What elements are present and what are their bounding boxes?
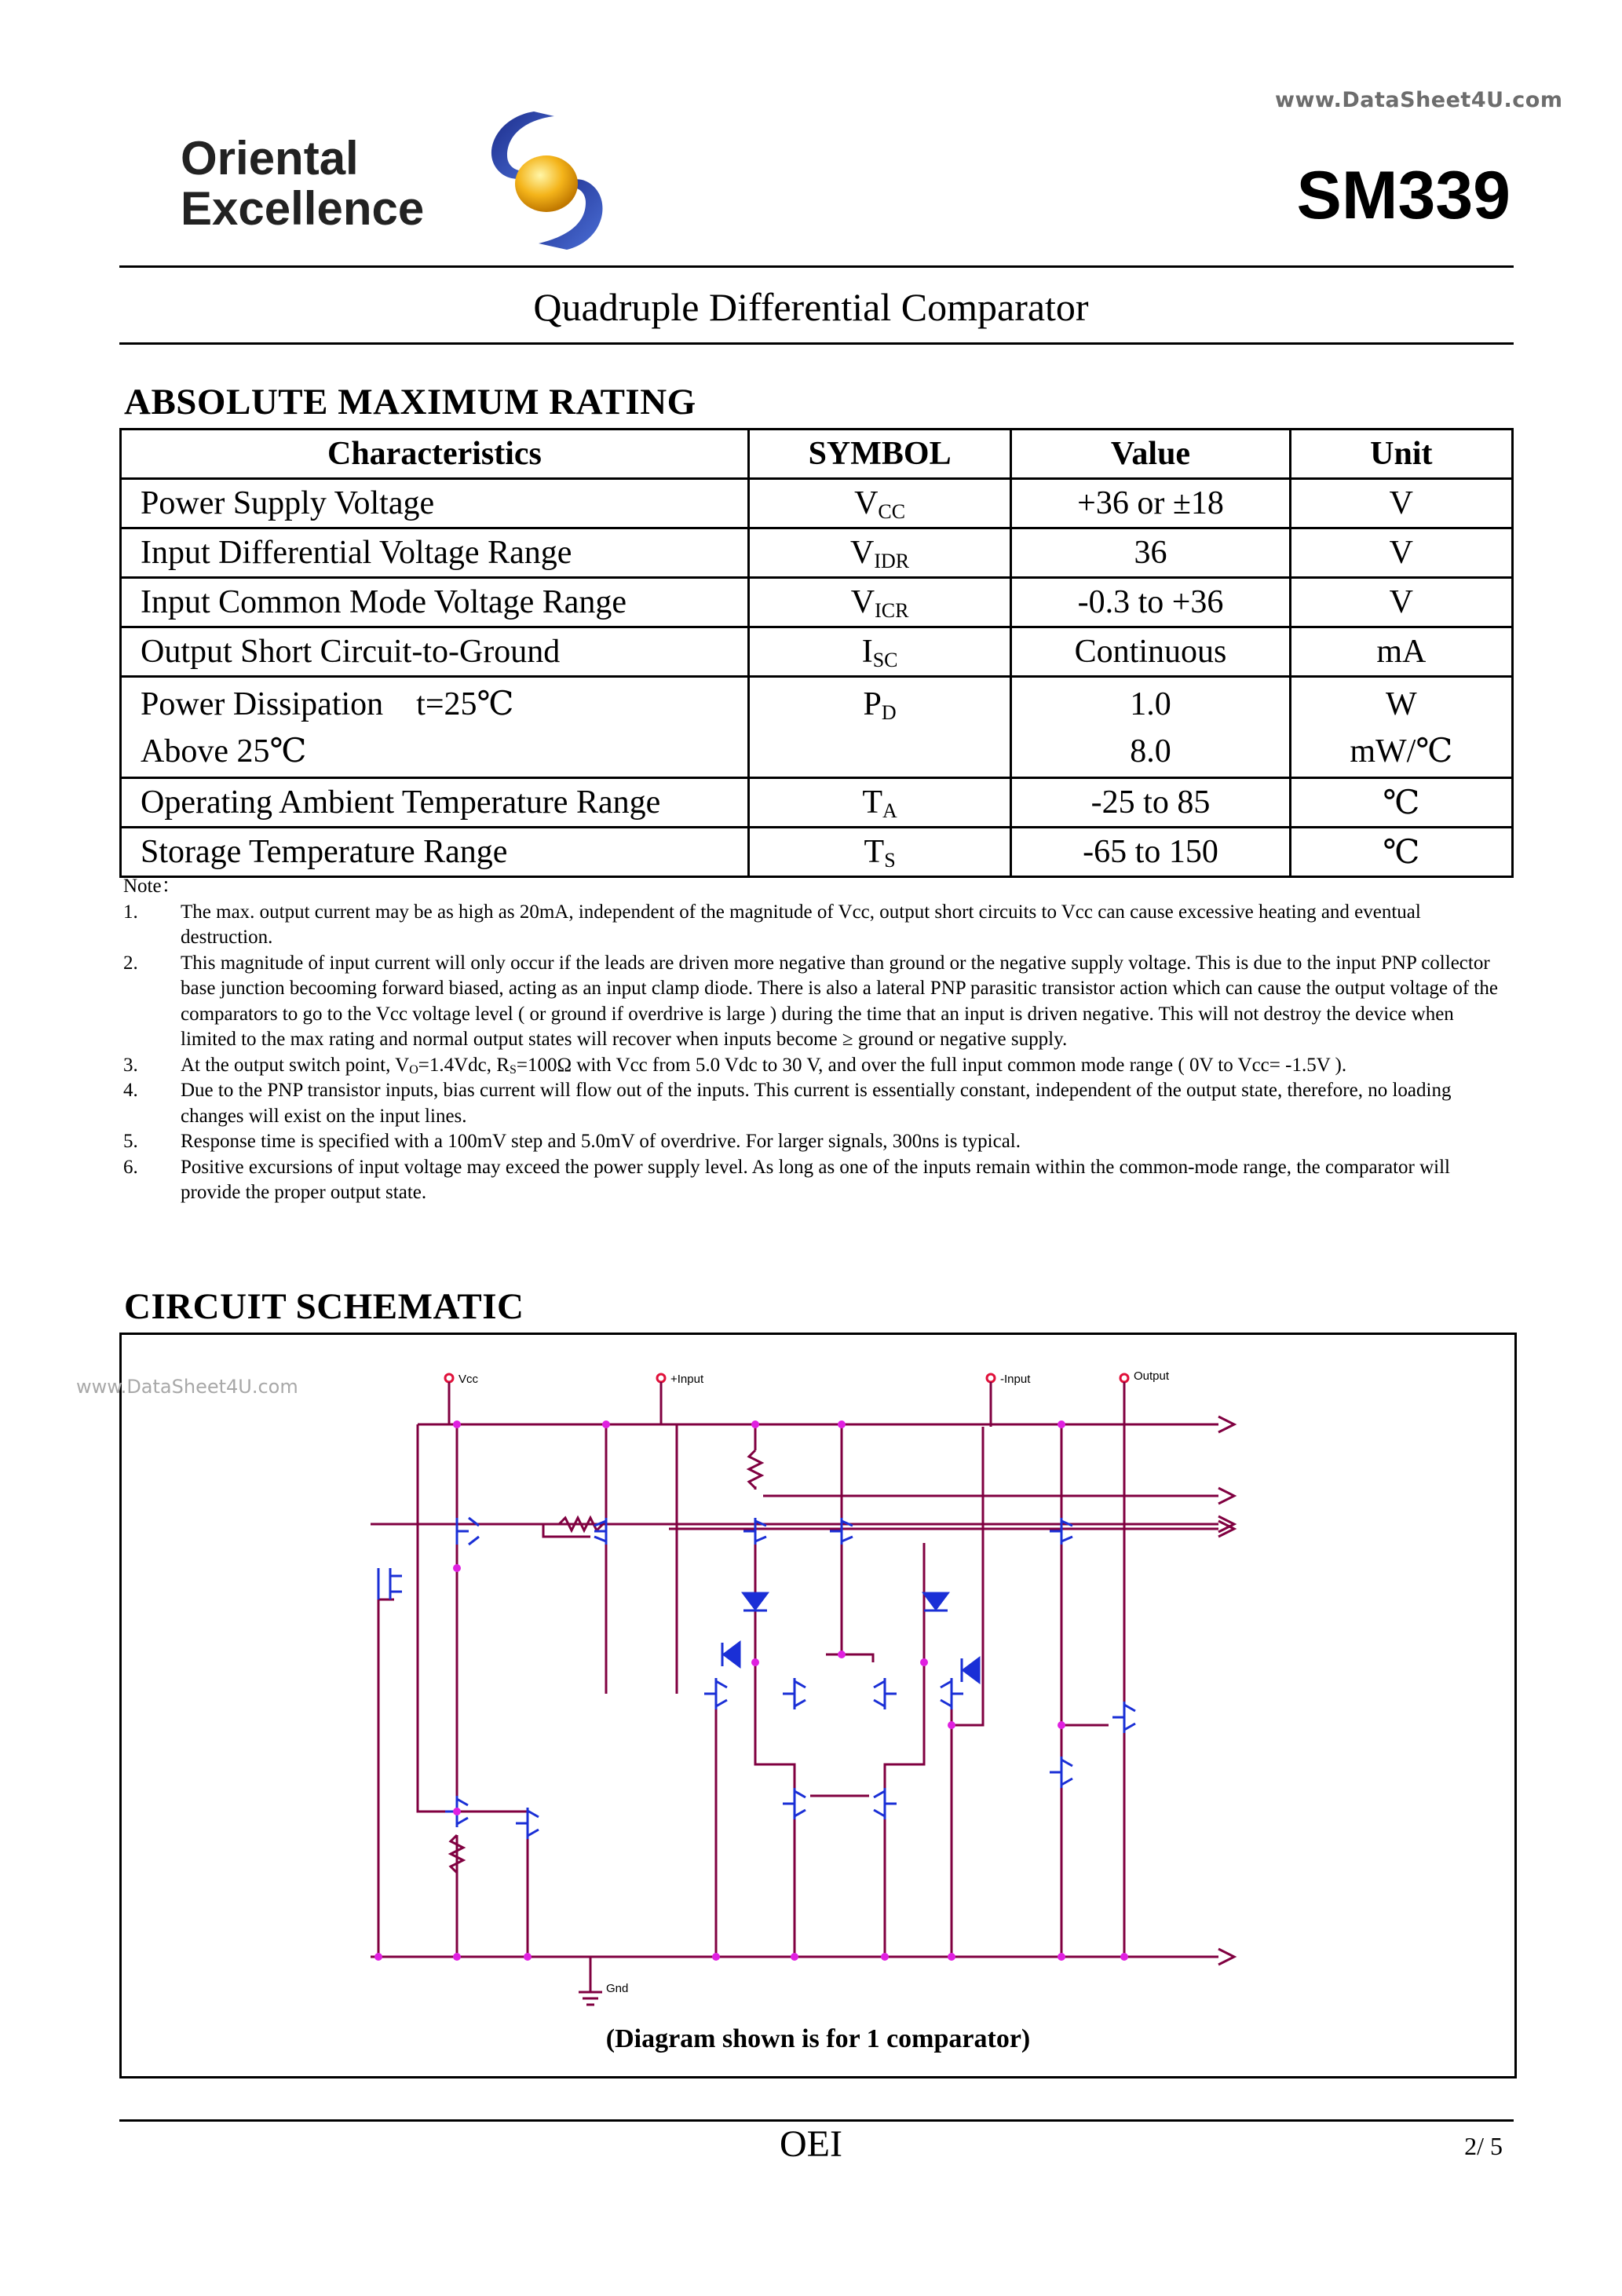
logo-line-1: Oriental [181, 132, 359, 185]
note-item [123, 951, 1505, 1053]
page-number: 2/ 5 [1464, 2132, 1503, 2160]
header-value: Value [1011, 430, 1290, 479]
row-unit: W mW/℃ [1290, 677, 1512, 778]
transistor-group [378, 1518, 1135, 1839]
note-item [123, 1078, 1505, 1129]
row-value: +36 or ±18 [1011, 479, 1290, 528]
footer-company: OEI [780, 2123, 842, 2165]
table-row [121, 578, 1513, 627]
row-value: 1.0 8.0 [1011, 677, 1290, 778]
transistor-icon [941, 1678, 963, 1709]
transistor-icon [783, 1678, 806, 1709]
transistor-icon [743, 1518, 766, 1545]
row-symbol: $P_D$ [748, 677, 1010, 778]
transistor-icon [457, 1518, 479, 1545]
schematic-caption: (Diagram shown is for 1 comparator) [605, 2024, 1031, 2053]
row-value: Continuous [1011, 627, 1290, 677]
row-symbol: $T_A$ [748, 778, 1010, 828]
note-item [123, 900, 1505, 951]
row-unit: ℃ [1290, 778, 1512, 828]
header-characteristics: Characteristics [121, 430, 749, 479]
row-symbol: $V_{CC}$ [748, 479, 1010, 528]
label-minus-input: -Input [1000, 1373, 1031, 1386]
absolute-max-heading: ABSOLUTE MAXIMUM RATING [124, 382, 696, 422]
note-number: 3. [123, 1054, 138, 1076]
row-value: -0.3 to +36 [1011, 578, 1290, 627]
note-text: At the output switch point, $V_O=1.4Vdc$, $R_S=100\Omega$ with Vcc from 5.0 Vdc to 30 V, and over the full input common mode range ( 0V to Vcc= -1.5V ). [181, 1054, 1347, 1077]
header-symbol: SYMBOL [748, 430, 1010, 479]
note-text: Positive excursions of input voltage may exceed the power supply level. As long as one of the inputs remain within the common-mode range, the comparator will provide the proper output state. [181, 1156, 1450, 1203]
title-rule [119, 342, 1514, 345]
table-row [121, 778, 1513, 828]
table-row [121, 677, 1513, 778]
plus-input-terminal-icon [657, 1374, 665, 1382]
table-header-row [121, 430, 1513, 479]
row-characteristic: Power Supply Voltage [121, 479, 749, 528]
ground-icon [579, 1957, 602, 2005]
transistor-icon [874, 1678, 897, 1709]
row-value: -25 to 85 [1011, 778, 1290, 828]
row-characteristic: Input Differential Voltage Range [121, 528, 749, 578]
table-row [121, 627, 1513, 677]
table-row [121, 528, 1513, 578]
diode-icon [722, 1643, 740, 1666]
note-number: 5. [123, 1131, 138, 1152]
mosfet-icon [378, 1568, 402, 1600]
transistor-icon [1050, 1518, 1072, 1545]
label-gnd: Gnd [606, 1982, 629, 1995]
diode-icon [962, 1658, 979, 1682]
schematic-heading: CIRCUIT SCHEMATIC [124, 1286, 524, 1327]
transistor-icon [704, 1678, 727, 1709]
row-unit: mA [1290, 627, 1512, 677]
part-number: SM339 [1296, 158, 1511, 233]
note-item [123, 1155, 1505, 1206]
transistor-icon [874, 1788, 897, 1819]
row-value: -65 to 150 [1011, 828, 1290, 877]
transistor-icon [594, 1518, 606, 1545]
node-group [374, 1420, 1128, 1961]
document-title: Quadruple Differential Comparator [533, 285, 1089, 329]
note-item [123, 1129, 1505, 1155]
minus-input-terminal-icon [987, 1374, 995, 1382]
row-characteristic: Power Dissipation t=25℃ Above 25℃ [121, 677, 749, 778]
row-unit: ℃ [1290, 828, 1512, 877]
company-logo [181, 102, 620, 259]
label-plus-input: +Input [670, 1373, 704, 1386]
notes-label: Note： [123, 876, 181, 897]
row-unit: V [1290, 578, 1512, 627]
row-unit: V [1290, 479, 1512, 528]
notes-section [123, 874, 1505, 1206]
row-characteristic: Input Common Mode Voltage Range [121, 578, 749, 627]
watermark-mid: www.DataSheet4U.com [76, 1376, 298, 1398]
header-unit: Unit [1290, 430, 1512, 479]
circuit-schematic-diagram [119, 1333, 1517, 2071]
row-characteristic: Storage Temperature Range [121, 828, 749, 877]
note-text: Response time is specified with a 100mV step and 5.0mV of overdrive. For larger signals, 300ns is typical. [181, 1131, 1021, 1152]
transistor-icon [1050, 1757, 1072, 1788]
diode-group [722, 1593, 979, 1682]
row-symbol: $V_{ICR}$ [748, 578, 1010, 627]
row-symbol: $I_{SC}$ [748, 627, 1010, 677]
output-terminal-icon [1120, 1374, 1128, 1382]
schematic-frame [76, 1333, 1517, 2078]
transistor-icon [1112, 1702, 1135, 1733]
row-symbol: $T_S$ [748, 828, 1010, 877]
logo-line-2: Excellence [181, 182, 425, 235]
vcc-terminal-icon [445, 1374, 453, 1382]
diode-icon [924, 1593, 948, 1610]
note-text: Due to the PNP transistor inputs, bias current will flow out of the inputs. This current is essentially constant, independent of the output state, therefore, no loading changes will exist on the input lines. [181, 1080, 1452, 1127]
footer-rule [119, 2119, 1514, 2122]
row-characteristic: Operating Ambient Temperature Range [121, 778, 749, 828]
note-number: 6. [123, 1156, 138, 1178]
note-text: The max. output current may be as high as 20mA, independent of the magnitude of Vcc, output short circuits to Vcc can cause excessive heating and eventual destruction. [181, 901, 1421, 948]
logo-swirl-icon [479, 102, 612, 259]
transistor-icon [783, 1788, 806, 1819]
row-characteristic: Output Short Circuit-to-Ground [121, 627, 749, 677]
watermark-top: www.DataSheet4U.com [1275, 88, 1563, 112]
row-unit: V [1290, 528, 1512, 578]
row-symbol: $V_{IDR}$ [748, 528, 1010, 578]
diode-icon [743, 1593, 767, 1610]
note-number: 2. [123, 952, 138, 974]
transistor-icon [830, 1518, 853, 1545]
label-vcc: Vcc [458, 1373, 479, 1386]
schematic-wires [371, 1417, 1234, 1965]
label-output: Output [1134, 1369, 1170, 1383]
resistor-icon [749, 1450, 762, 1488]
absolute-max-table [119, 428, 1514, 878]
note-number: 4. [123, 1080, 138, 1101]
row-value: 36 [1011, 528, 1290, 578]
table-row [121, 479, 1513, 528]
note-item [123, 1053, 1505, 1079]
note-text: This magnitude of input current will only occur if the leads are driven more negative than ground or the negative supply voltage. This is due to the input PNP collector base junction becooming forward biased, acting as an input clamp diode. There is also a lateral PNP parasitic transistor action which can cause the output voltage of the comparators to go to the Vcc voltage level ( or ground if overdrive is large ) during the time that an input is driven negative. This will not destroy the device when limited to the max rating and normal output states will recover when inputs become ≥ ground or negative supply. [181, 952, 1498, 1050]
note-number: 1. [123, 901, 138, 923]
table-row [121, 828, 1513, 877]
header-rule [119, 265, 1514, 268]
